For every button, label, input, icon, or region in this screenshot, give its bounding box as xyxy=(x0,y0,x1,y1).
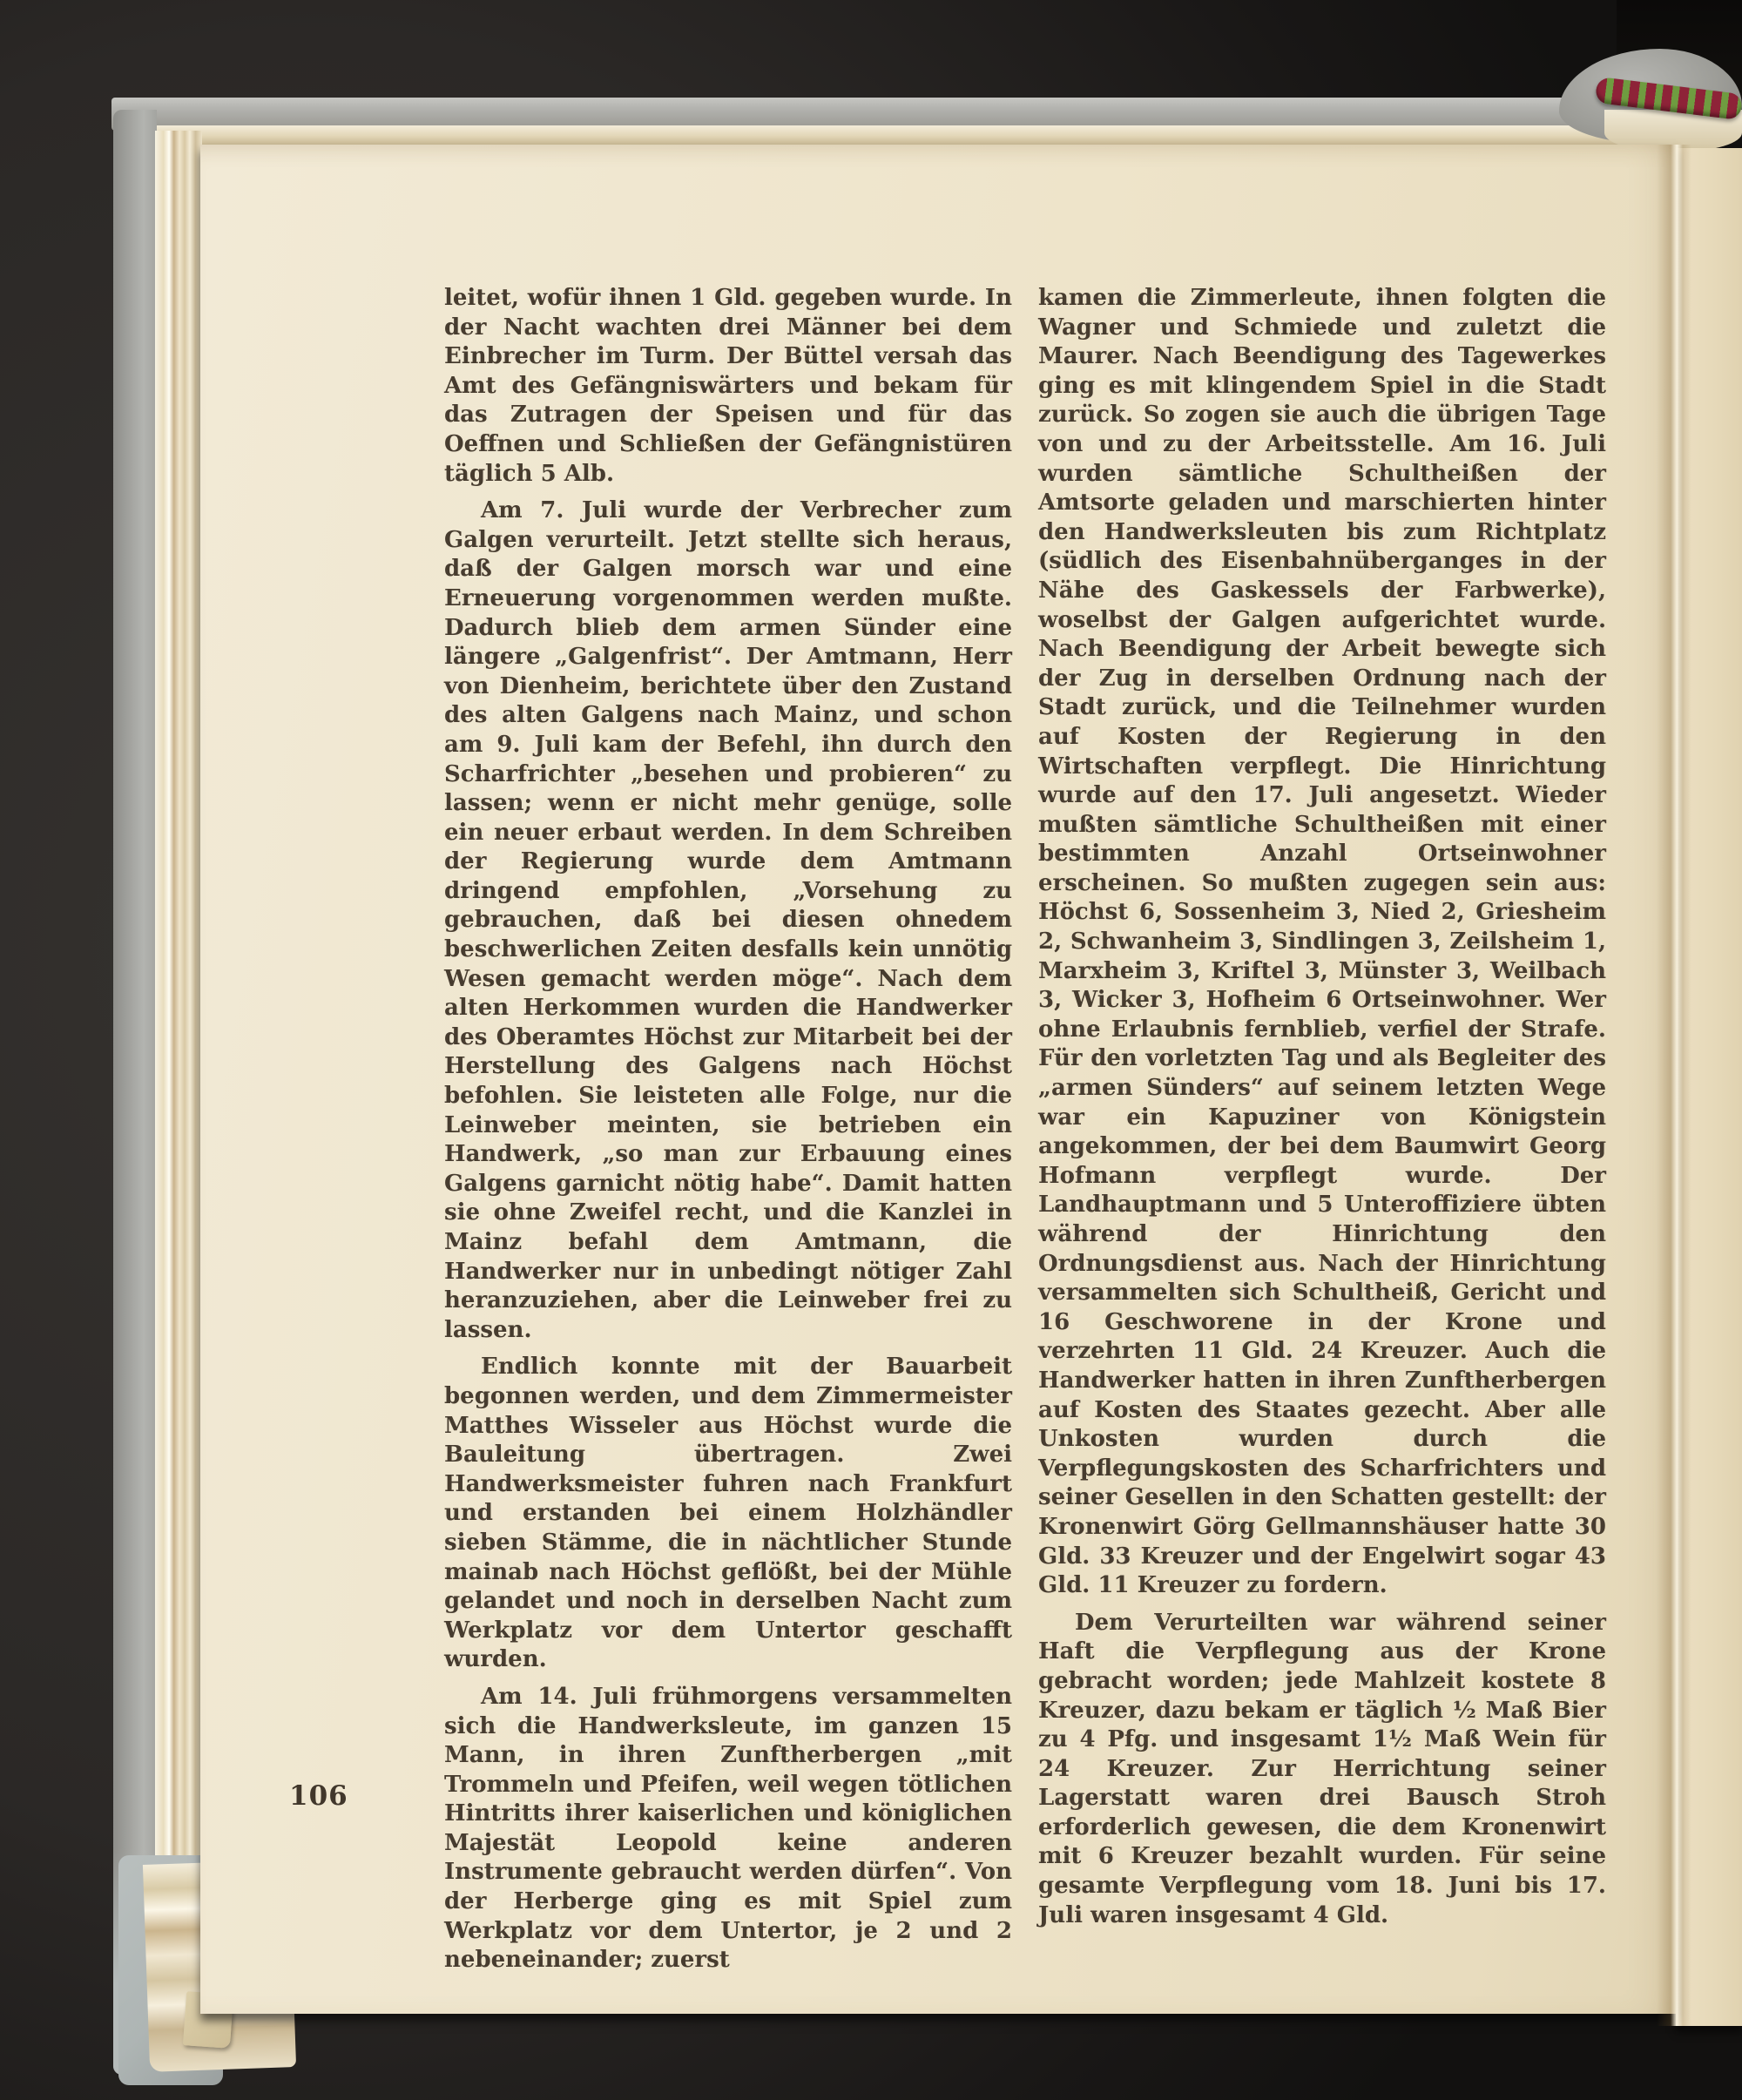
gutter-fold xyxy=(1657,145,1691,2026)
page-block-left-edges xyxy=(155,131,202,2047)
page-number: 106 xyxy=(289,1780,348,1812)
book-cover-left-edge xyxy=(113,110,157,2075)
book-page xyxy=(200,145,1676,2014)
text-column-right xyxy=(1038,284,1606,1975)
paragraph: kamen die Zimmerleute, ihnen folgten die Wagner und Schmiede und zuletzt die Maurer. Nach Beendigung des Tagewerkes ging es mit klingendem Spiel in die Stadt zurück. So zogen sie auch die übrigen Tage von und zu der Arbeitsstelle. Am 16. Juli wurden sämtliche Schultheißen der Amtsorte geladen und marschierten hinter den Handwerksleuten bis zum Richtplatz (südlich des Eisenbahnüberganges in der Nähe des Gaskessels der Farbwerke), woselbst der Galgen aufgerichtet wurde. Nach Beendigung der Arbeit bewegte sich der Zug in derselben Ordnung nach der Stadt zurück, und die Teilnehmer wurden auf Kosten der Regierung in den Wirtschaften verpflegt. Die Hinrichtung wurde auf den 17. Juli angesetzt. Wieder mußten sämtliche Schultheißen mit einer bestimmten Anzahl Ortseinwohner erscheinen. So mußten zugegen sein aus: Höchst 6, Sossenheim 3, Nied 2, Griesheim 2, Schwanheim 3, Sindlingen 3, Zeilsheim 1, Marxheim 3, Kriftel 3, Münster 3, Weilbach 3, Wicker 3, Hofheim 6 Ortseinwohner. Wer ohne Erlaubnis fernblieb, verfiel der Strafe. Für den vorletzten Tag und als Begleiter des „armen Sünders“ auf seinem letzten Wege war ein Kapuziner von Königstein angekommen, der bei dem Baumwirt Georg Hofmann verpflegt wurde. Der Landhauptmann und 5 Unteroffiziere übten während der Hinrichtung den Ordnungsdienst aus. Nach der Hinrichtung versammelten sich Schultheiß, Gericht und 16 Geschworene in der Krone und verzehrten 11 Gld. 24 Kreuzer. Auch die Handwerker hatten in ihren Zunftherbergen auf Kosten des Staates gezecht. Aber alle Unkosten wurden durch die Verpflegungskosten des Scharfrichters und seiner Gesellen in den Schatten gestellt: der Kronenwirt Görg Gellmannshäuser hatte 30 Gld. 33 Kreuzer und der Engelwirt sogar 43 Gld. 11 Kreuzer zu fordern. xyxy=(1038,285,1606,1599)
paragraph: Endlich konnte mit der Bauarbeit begonnen werden, und dem Zimmermeister Matthes Wisseler aus Höchst wurde die Bauleitung übertragen. Zwei Handwerksmeister fuhren nach Frankfurt und erstanden bei einem Holzhändler sieben Stämme, die in nächtlicher Stunde mainab nach Höchst geflößt, bei der Mühle gelandet und noch in derselben Nacht zum Werkplatz vor dem Untertor geschafft wurden. xyxy=(444,1354,1012,1673)
text-block xyxy=(444,284,1606,1975)
paragraph: Am 14. Juli frühmorgens versammelten sich die Handwerksleute, im ganzen 15 Mann, in ihren Zunftherbergen „mit Trommeln und Pfeifen, weil wegen tötlichen Hintritts ihrer kaiserlichen und königlichen Majestät Leopold keine anderen Instrumente gebraucht werden dürfen“. Von der Herberge ging es mit Spiel zum Werkplatz vor dem Untertor, je 2 und 2 nebeneinander; zuerst xyxy=(444,1683,1012,1974)
paragraph: Am 7. Juli wurde der Verbrecher zum Galgen verurteilt. Jetzt stellte sich heraus, daß der Galgen morsch war und eine Erneuerung vorgenommen werden mußte. Dadurch blieb dem armen Sünder eine längere „Galgenfrist“. Der Amtmann, Herr von Dienheim, berichtete über den Zustand des alten Galgens nach Mainz, und schon am 9. Juli kam der Befehl, ihn durch den Scharfrichter „besehen und probieren“ zu lassen; wenn er nicht mehr genüge, solle ein neuer erbaut werden. In dem Schreiben der Regierung wurde dem Amtmann dringend empfohlen, „Vorsehung zu gebrauchen, daß bei diesen ohnedem beschwerlichen Zeiten desfalls kein unnötig Wesen gemacht werden möge“. Nach dem alten Herkommen wurden die Handwerker des Oberamtes Höchst zur Mitarbeit bei der Herstellung des Galgens nach Höchst befohlen. Sie leisteten alle Folge, nur die Leinweber meinten, sie betrieben ein Handwerk, „so man zur Erbauung eines Galgens garnicht nötig habe“. Damit hatten sie ohne Zweifel recht, und die Kanzlei in Mainz befahl dem Amtmann, die Handwerker nur in unbedingt nötiger Zahl heranzuziehen, aber die Leinweber frei zu lassen. xyxy=(444,497,1012,1343)
text-column-left xyxy=(444,284,1012,1975)
paragraph: leitet, wofür ihnen 1 Gld. gegeben wurde. In der Nacht wachten drei Männer bei dem Einbrecher im Turm. Der Büttel versah das Amt des Gefängniswärters und bekam für das Zutragen der Speisen und für das Oeffnen und Schließen der Gefängnistüren täglich 5 Alb. xyxy=(444,285,1012,487)
paragraph: Dem Verurteilten war während seiner Haft die Verpflegung aus der Krone gebracht worden; jede Mahlzeit kostete 8 Kreuzer, dazu bekam er täglich ½ Maß Bier zu 4 Pfg. und insgesamt 1½ Maß Wein für 24 Kreuzer. Zur Herrichtung seiner Lagerstatt waren drei Bausch Stroh erforderlich gewesen, die dem Kronenwirt mit 6 Kreuzer bezahlt wurden. Für seine gesamte Verpflegung vom 18. Juni bis 17. Juli waren insgesamt 4 Gld. xyxy=(1038,1609,1606,1928)
